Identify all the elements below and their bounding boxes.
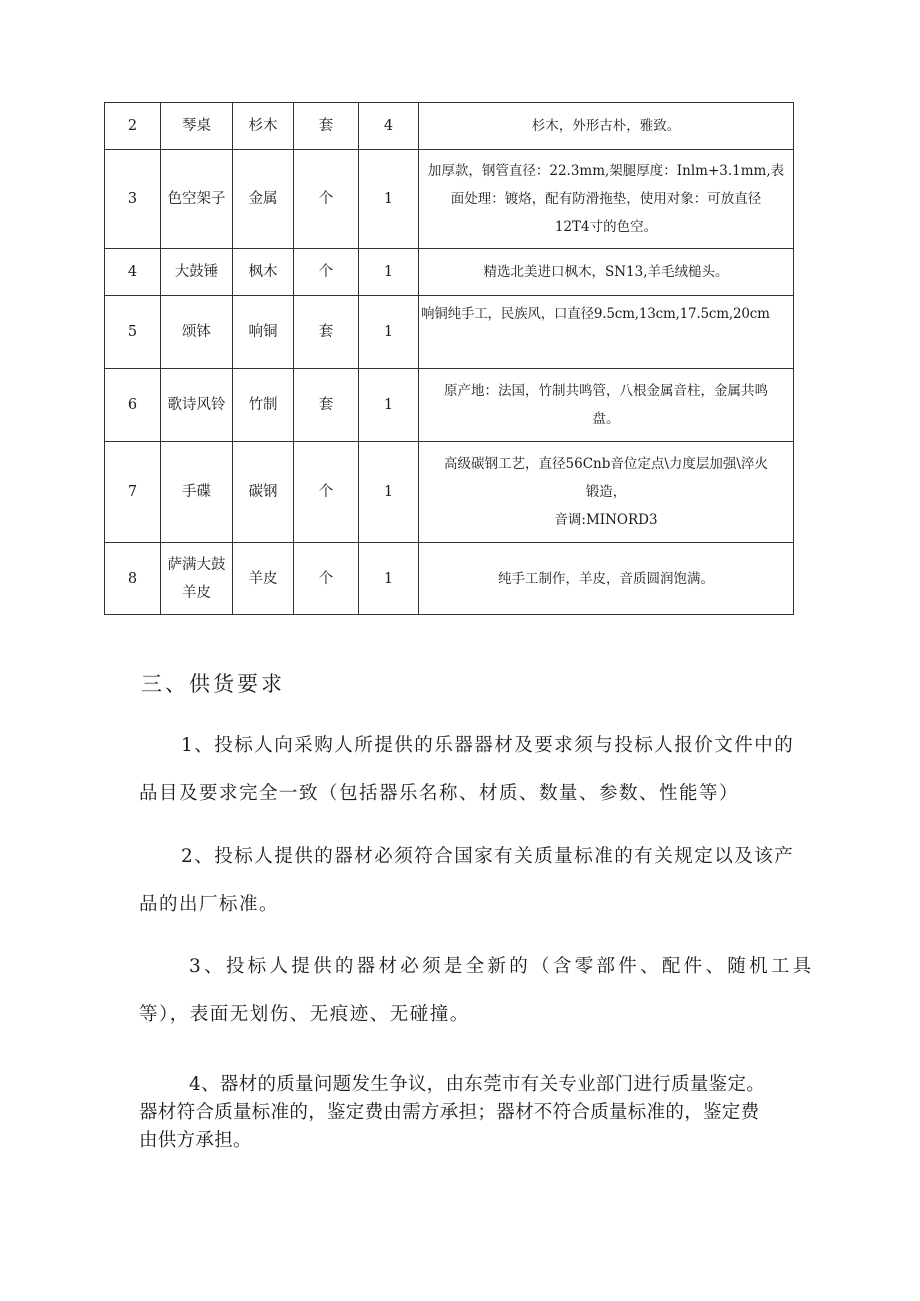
cell-name: 萨满大鼓羊皮 <box>161 543 233 615</box>
cell-name: 大鼓锤 <box>161 249 233 296</box>
cell-no: 4 <box>105 249 161 296</box>
table-row <box>105 150 794 249</box>
table-row <box>105 369 794 442</box>
section-title: 三、供货要求 <box>141 672 285 696</box>
cell-no: 5 <box>105 296 161 369</box>
cell-material: 竹制 <box>233 369 294 442</box>
cell-name: 色空架子 <box>161 150 233 249</box>
cell-qty: 1 <box>359 296 419 369</box>
cell-material: 羊皮 <box>233 543 294 615</box>
paragraph-line: 品目及要求完全一致（包括器乐名称、材质、数量、参数、性能等） <box>139 783 740 804</box>
cell-no: 3 <box>105 150 161 249</box>
cell-name: 颂钵 <box>161 296 233 369</box>
cell-material: 金属 <box>233 150 294 249</box>
cell-qty: 4 <box>359 103 419 150</box>
paragraph-line: 1、投标人向采购人所提供的乐器器材及要求须与投标人报价文件中的 <box>181 735 795 756</box>
table-row <box>105 103 794 150</box>
paragraph-line: 4、器材的质量问题发生争议，由东莞市有关专业部门进行质量鉴定。 <box>189 1074 766 1095</box>
cell-name: 琴桌 <box>161 103 233 150</box>
cell-material: 碳钢 <box>233 442 294 543</box>
cell-unit: 套 <box>294 369 359 442</box>
cell-material: 响铜 <box>233 296 294 369</box>
cell-no: 7 <box>105 442 161 543</box>
table-row <box>105 249 794 296</box>
cell-spec: 杉木，外形古朴，雅致。 <box>419 103 794 150</box>
cell-spec: 加厚款，钢管直径：22.3mm,架腿厚度：Inlm+3.1mm,表 面处理：镀烙，配有防滑拖垫，使用对象：可放直径 12T4寸的色空。 <box>419 150 794 249</box>
cell-no: 8 <box>105 543 161 615</box>
cell-name: 手碟 <box>161 442 233 543</box>
cell-spec: 高级碳钢工艺，直径56Cnb音位定点\力度层加强\淬火 锻造， 音调:MINORD3 <box>419 442 794 543</box>
cell-qty: 1 <box>359 249 419 296</box>
table-row <box>105 296 794 369</box>
equipment-table <box>104 102 794 615</box>
cell-unit: 个 <box>294 249 359 296</box>
cell-unit: 个 <box>294 442 359 543</box>
cell-material: 杉木 <box>233 103 294 150</box>
cell-unit: 套 <box>294 296 359 369</box>
cell-qty: 1 <box>359 543 419 615</box>
paragraph-line: 品的出厂标准。 <box>139 894 280 915</box>
cell-no: 2 <box>105 103 161 150</box>
table-row <box>105 442 794 543</box>
cell-spec: 响铜纯手工，民族风，口直径9.5cm,13cm,17.5cm,20cm <box>419 296 794 369</box>
cell-unit: 个 <box>294 150 359 249</box>
cell-no: 6 <box>105 369 161 442</box>
cell-spec: 原产地：法国，竹制共鸣管，八根金属音柱，金属共鸣 盘。 <box>419 369 794 442</box>
cell-qty: 1 <box>359 150 419 249</box>
paragraph-line: 器材符合质量标准的，鉴定费由需方承担；器材不符合质量标准的，鉴定费 <box>139 1102 760 1123</box>
paragraph-line: 由供方承担。 <box>139 1130 252 1151</box>
table-row <box>105 543 794 615</box>
cell-unit: 个 <box>294 543 359 615</box>
paragraph-line: 等），表面无划伤、无痕迹、无碰撞。 <box>139 1004 470 1025</box>
cell-spec: 精选北美进口枫木，SN13,羊毛绒槌头。 <box>419 249 794 296</box>
cell-name: 歌诗风铃 <box>161 369 233 442</box>
cell-material: 枫木 <box>233 249 294 296</box>
cell-spec: 纯手工制作，羊皮，音质圆润饱满。 <box>419 543 794 615</box>
cell-qty: 1 <box>359 369 419 442</box>
paragraph-line: 3、投标人提供的器材必须是全新的（含零部件、配件、随机工具 <box>189 956 815 977</box>
cell-unit: 套 <box>294 103 359 150</box>
paragraph-line: 2、投标人提供的器材必须符合国家有关质量标准的有关规定以及该产 <box>181 846 795 867</box>
cell-qty: 1 <box>359 442 419 543</box>
